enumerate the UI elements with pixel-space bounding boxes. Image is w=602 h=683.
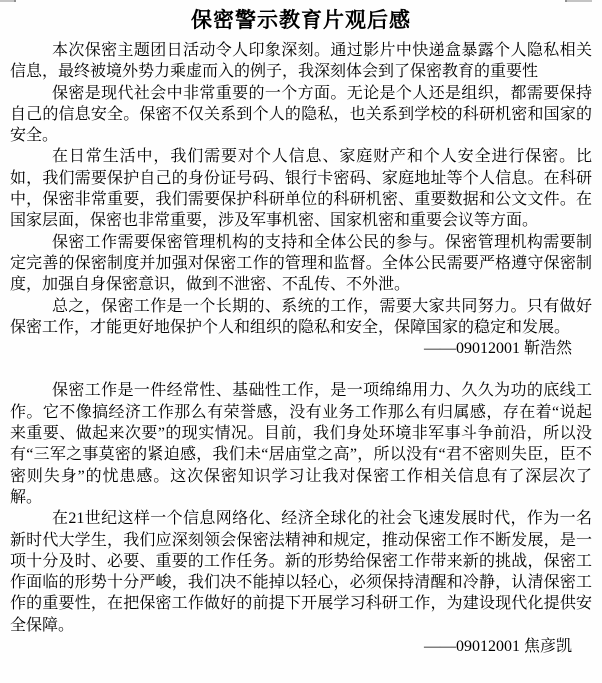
essay-2	[10, 380, 592, 657]
document-title: 保密警示教育片观后感	[191, 8, 411, 32]
essay-2-signature: ——09012001 焦彦凯	[423, 638, 572, 656]
paragraph: 在21世纪这样一个信息网络化、经济全球化的社会飞速发展时代，作为一名新时代大学生，我们应深刻领会保密法精神和规定，推动保密工作不断发展，是一项十分及时、必要、重要的工作任务。新的形势给保密工作带来新的挑战，保密工作面临的形势十分严峻，我们决不能掉以轻心，必须保持清醒和冷静，认清保密工作的重要性，在把保密工作做好的前提下开展学习科研工作，为建设现代化提供安全保障。	[10, 510, 592, 634]
paragraph: 本次保密主题团日活动令人印象深刻。通过影片中快递盒暴露个人隐私相关信息，最终被境外势力乘虚而入的例子，我深刻体会到了保密教育的重要性	[10, 42, 592, 81]
paragraph: 保密工作是一件经常性、基础性工作，是一项绵绵用力、久久为功的底线工作。它不像搞经济工作那么有荣誉感，没有业务工作那么有归属感，存在着“说起来重要、做起来次要”的现实情况。目前，我们身处环境非军事斗争前沿，所以没有“三军之事莫密的紧迫感，我们未“居庙堂之高”，所以没有“君不密则失臣，臣不密则失身”的忧患感。这次保密知识学习让我对保密工作相关信息有了深层次了解。	[10, 382, 592, 506]
ruler-fragment-left	[0, 0, 16, 2]
paragraph: 总之，保密工作是一个长期的、系统的工作，需要大家共同努力。只有做好保密工作，才能更好地保护个人和组织的隐私和安全，保障国家的稳定和发展。	[10, 297, 592, 336]
paragraph: 保密工作需要保密管理机构的支持和全体公民的参与。保密管理机构需要制定完善的保密制度并加强对保密工作的管理和监督。全体公民需要严格遵守保密制度，加强自身保密意识，做到不泄密、不乱传、不外泄。	[10, 233, 592, 294]
essay-1	[10, 40, 592, 359]
paragraph: 在日常生活中，我们需要对个人信息、家庭财产和个人安全进行保密。比如，我们需要保护自己的身份证号码、银行卡密码、家庭地址等个人信息。在科研中，保密非常重要，我们需要保护科研单位的科研机密、重要数据和公文文件。在国家层面，保密也非常重要，涉及军事机密、国家机密和重要会议等方面。	[10, 148, 592, 230]
paragraph: 保密是现代社会中非常重要的一个方面。无论是个人还是组织，都需要保持自己的信息安全。保密不仅关系到个人的隐私，也关系到学校的科研机密和国家的安全。	[10, 84, 592, 145]
essay-1-signature: ——09012001 靳浩然	[423, 340, 572, 358]
ruler-fragment-right	[565, 0, 592, 2]
document-body	[10, 8, 592, 657]
